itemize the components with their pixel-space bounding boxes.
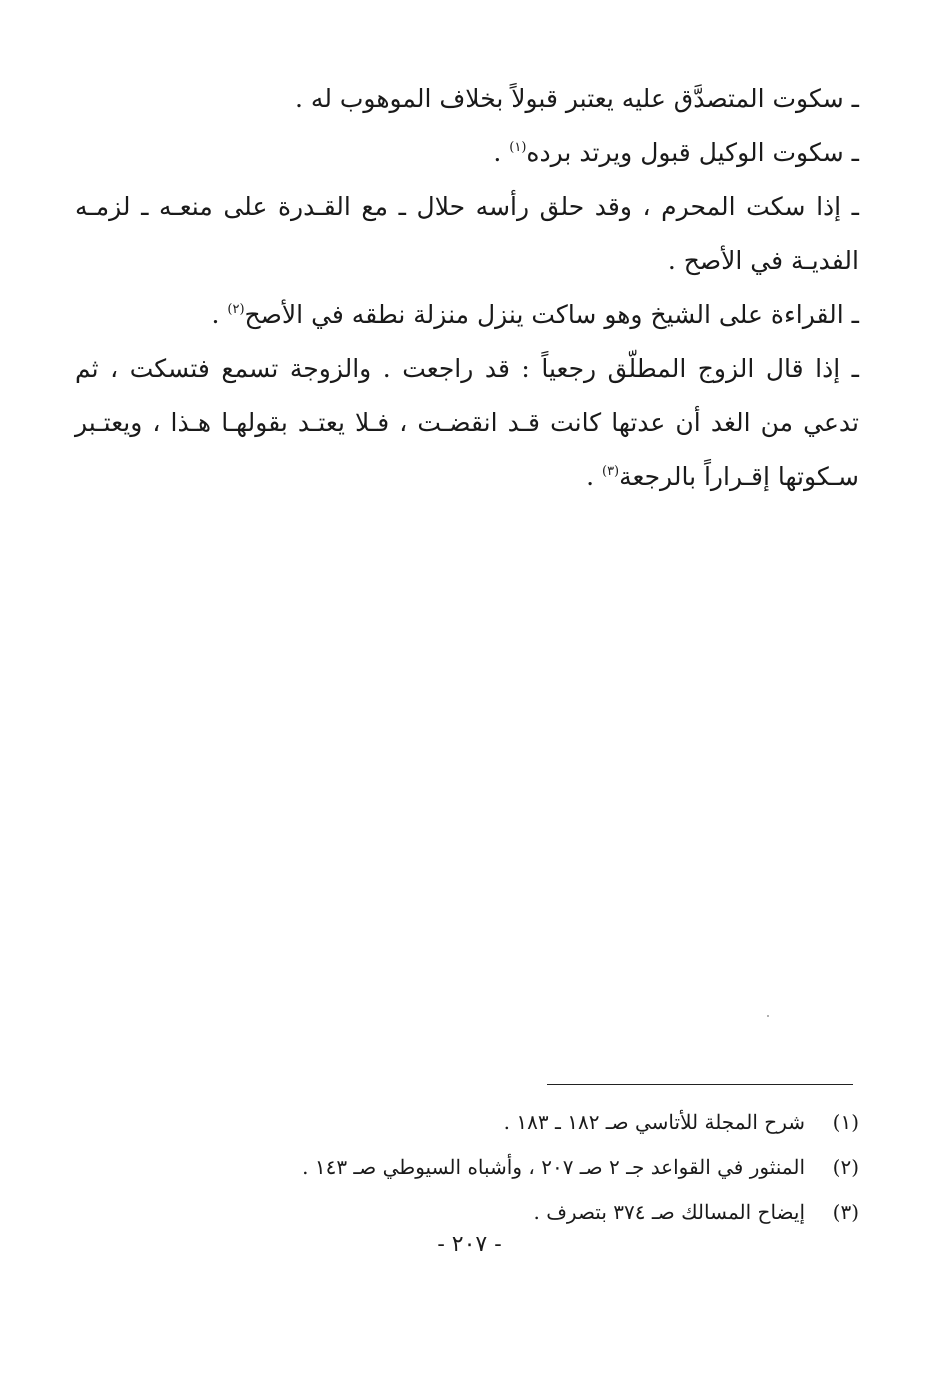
- paragraph-4-tail: .: [211, 300, 228, 329]
- page-number: - ٢٠٧ -: [437, 1232, 502, 1257]
- paragraph-4: [75, 288, 859, 342]
- paragraph-5-text: ـ إذا قال الزوج المطلّق رجعياً : قد راجعت . والزوجة تسمع فتسكت ، ثم تدعي من الغد أن عدتها كانت قـد انقضـت ، فـلا يعتـد بقولهـا هـذا ، ويعتـبر سـكوتها إقـراراً بالرجعة: [75, 354, 859, 491]
- footnote-ref-3[interactable]: (٣): [601, 464, 620, 479]
- scan-speck: [767, 1015, 769, 1017]
- footnote-3-text: إيضاح المسالك صـ ٣٧٤ بتصرف .: [533, 1200, 805, 1224]
- footnote-2-number: (٢): [832, 1155, 859, 1179]
- footnote-1: [75, 1100, 859, 1145]
- footnote-3: [75, 1190, 859, 1235]
- footnote-2: [75, 1145, 859, 1190]
- paragraph-3: [75, 180, 859, 288]
- footnote-3-number: (٣): [832, 1200, 859, 1224]
- paragraph-2-text: ـ سكوت الوكيل قبول ويرتد برده: [526, 138, 859, 167]
- footnote-1-text: شرح المجلة للأتاسي صـ ١٨٢ ـ ١٨٣ .: [503, 1110, 805, 1134]
- footnote-1-number: (١): [832, 1110, 859, 1134]
- paragraph-1: [75, 72, 859, 126]
- footnote-separator: [547, 1084, 853, 1085]
- footnote-2-text: المنثور في القواعد جـ ٢ صـ ٢٠٧ ، وأشباه السيوطي صـ ١٤٣ .: [302, 1155, 805, 1179]
- paragraph-3-text: ـ إذا سكت المحرم ، وقد حلق رأسه حلال ـ مع القـدرة على منعـه ـ لزمـه الفديـة في الأصح .: [75, 192, 859, 275]
- footnotes: [75, 1100, 859, 1235]
- paragraph-4-text: ـ القراءة على الشيخ وهو ساكت ينزل منزلة نطقه في الأصح: [244, 300, 859, 329]
- paragraph-1-text: ـ سكوت المتصدَّق عليه يعتبر قبولاً بخلاف الموهوب له .: [295, 84, 859, 113]
- footnote-ref-2[interactable]: (٢): [227, 302, 245, 317]
- footnote-ref-1[interactable]: (١): [509, 140, 527, 155]
- paragraph-2-tail: .: [493, 138, 510, 167]
- paragraph-5: [75, 342, 859, 504]
- main-text: [75, 72, 859, 504]
- paragraph-5-tail: .: [586, 462, 602, 491]
- paragraph-2: [75, 126, 859, 180]
